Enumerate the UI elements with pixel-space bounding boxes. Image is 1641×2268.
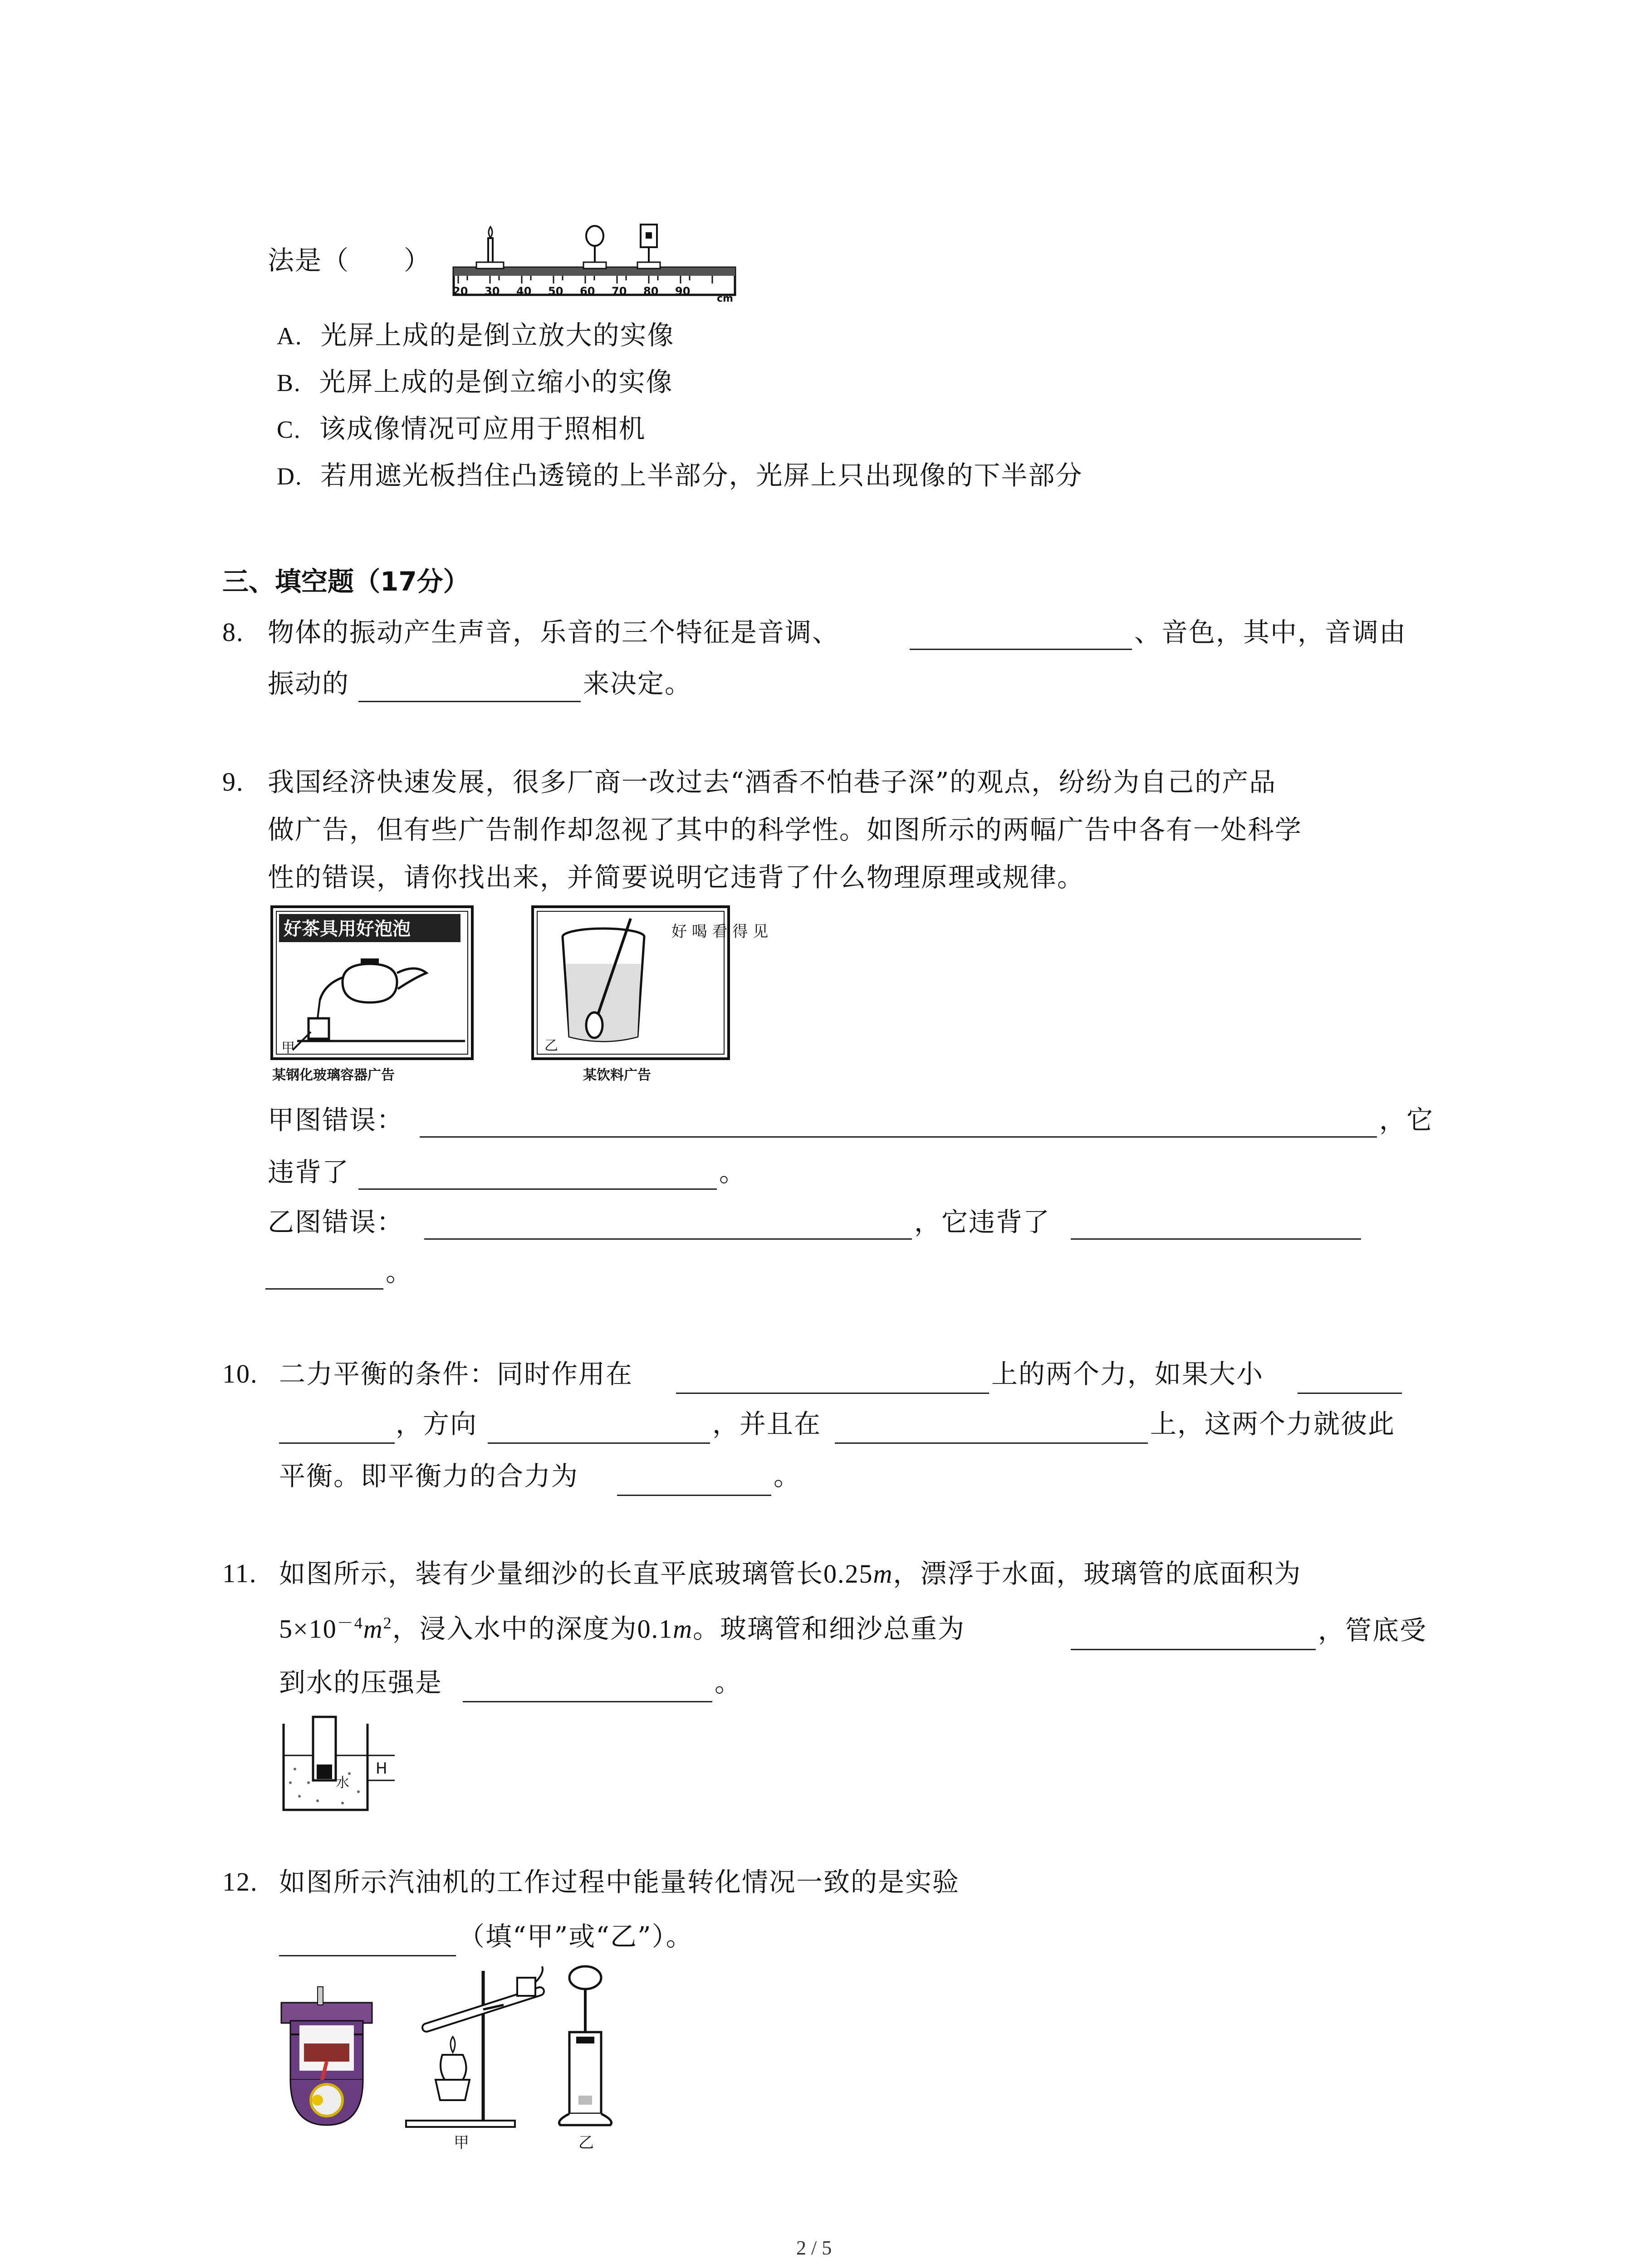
ruler-tick: 60 [580,285,595,298]
jia-line2b: 。 [719,1157,747,1188]
q8-line2b: 来决定。 [583,668,692,699]
q12-number: 12. [222,1867,258,1897]
yi-principle-blank-1[interactable] [1071,1238,1361,1240]
ruler-tick: 20 [453,285,468,298]
experiment-yi-figure [551,1964,624,2155]
floating-tube-figure [277,1715,404,1817]
q10-line2b: ，并且在 [712,1408,822,1439]
q11-number: 11. [222,1559,257,1588]
ad1-label: 甲 [281,1040,295,1056]
ruler-tick: 40 [516,285,532,298]
yi-principle-blank-2[interactable] [265,1288,383,1290]
q7-tail-text: 法是（ ） [268,245,431,276]
q10-line1a: 二力平衡的条件：同时作用在 [279,1359,633,1389]
q8-number: 8. [222,617,244,647]
page-number: 2 / 5 [796,2237,832,2259]
jia-tail: ，它 [1379,1105,1434,1135]
q10-line2c: 上，这两个力就彼此 [1150,1408,1396,1439]
q9-number: 9. [222,767,244,797]
ad2-caption: 某饮料广告 [583,1067,651,1083]
teapot-icon [343,964,397,1002]
q10-line3a: 平衡。即平衡力的合力为 [279,1461,579,1491]
q11-line1: 如图所示，装有少量细沙的长直平底玻璃管长0.25m，漂浮于水面，玻璃管的底面积为 [279,1558,1302,1589]
fig-h-label: H [376,1760,387,1778]
yi-end: 。 [386,1256,413,1287]
q9-line2: 做广告，但有些广告制作却忽视了其中的科学性。如图所示的两幅广告中各有一处科学 [268,814,1303,845]
q11-blank-weight[interactable] [1071,1649,1316,1650]
option-a: A. 光屏上成的是倒立放大的实像 [277,320,675,351]
ruler-tick: 80 [643,285,659,298]
q10-number: 10. [222,1359,258,1388]
q10-line2a: ，方向 [396,1408,478,1439]
q8-blank-2[interactable] [358,701,581,702]
jia-principle-blank[interactable] [358,1188,717,1190]
q10-blank-line[interactable] [835,1442,1148,1444]
option-b: B. 光屏上成的是倒立缩小的实像 [277,367,673,397]
q8-line2a: 振动的 [268,668,350,699]
section-title: 三、填空题（17分） [222,566,470,597]
teapot-ad-figure [270,905,474,1061]
optical-bench-figure [449,222,758,311]
ruler-tick: 50 [548,285,563,298]
cup-icon [309,1018,329,1039]
q9-line3: 性的错误，请你找出来，并简要说明它违背了什么物理原理或规律。 [268,862,1085,893]
q11-blank-pressure[interactable] [463,1701,712,1702]
option-c: C. 该成像情况可应用于照相机 [277,413,646,444]
ruler-tick: 90 [675,285,691,298]
jia-line2a: 违背了 [268,1157,350,1188]
q8-line1b: 、音色，其中，音调由 [1134,617,1407,648]
yi-label: 乙图错误： [268,1207,404,1237]
q10-blank-object[interactable] [676,1393,989,1394]
ruler-unit: cm [717,293,733,304]
lens-icon [586,226,603,246]
q12-blank[interactable] [279,1955,456,1956]
ad1-banner-text: 好茶具用好泡泡 [284,919,411,939]
yi-mid: ，它违背了 [914,1207,1051,1237]
q9-line1: 我国经济快速发展，很多厂商一改过去“酒香不怕巷子深”的观点，纷纷为自己的产品 [268,767,1277,797]
q10-line1b: 上的两个力，如果大小 [991,1359,1264,1389]
ruler-tick: 30 [485,285,500,298]
q12-line2: （填“甲”或“乙”）。 [458,1921,693,1952]
experiment-jia-figure [399,1964,549,2155]
ad2-label: 乙 [544,1038,558,1054]
yi-error-blank[interactable] [424,1238,912,1240]
alcohol-lamp-icon [436,2080,470,2100]
q8-blank-1[interactable] [910,649,1132,650]
q11-line3a: 到水的压强是 [279,1667,443,1698]
fig-jia-label: 甲 [454,2134,469,2152]
q10-blank-direction[interactable] [488,1442,710,1444]
gasoline-engine-figure [272,1984,381,2130]
option-d: D. 若用遮光板挡住凸透镜的上半部分，光屏上只出现像的下半部分 [277,460,1083,491]
q10-blank-size-1[interactable] [1298,1393,1402,1394]
jia-label: 甲图错误： [268,1105,404,1135]
fig-water-label: 水 [336,1775,349,1791]
drink-ad-figure [531,905,769,1061]
q11-line2d: ，管底受 [1318,1615,1427,1646]
q11-line3b: 。 [715,1667,742,1698]
ruler-tick: 70 [612,285,627,298]
q10-blank-resultant[interactable] [617,1495,771,1496]
q10-line3b: 。 [774,1461,801,1491]
q8-line1a: 物体的振动产生声音，乐音的三个特征是音调、 [268,617,840,648]
q10-blank-size-2[interactable] [279,1442,395,1444]
ad1-caption: 某钢化玻璃容器广告 [272,1067,395,1083]
ad2-text: 好 喝 看 得 见 [671,923,769,941]
q12-line1: 如图所示汽油机的工作过程中能量转化情况一致的是实验 [279,1867,960,1897]
fig-yi-label: 乙 [578,2134,594,2152]
jia-error-blank[interactable] [420,1136,1377,1138]
q11-line2: $5\times 10^{-4}m^2$，浸入水中的深度为0.1m。玻璃管和细沙总重为 [279,1613,965,1644]
